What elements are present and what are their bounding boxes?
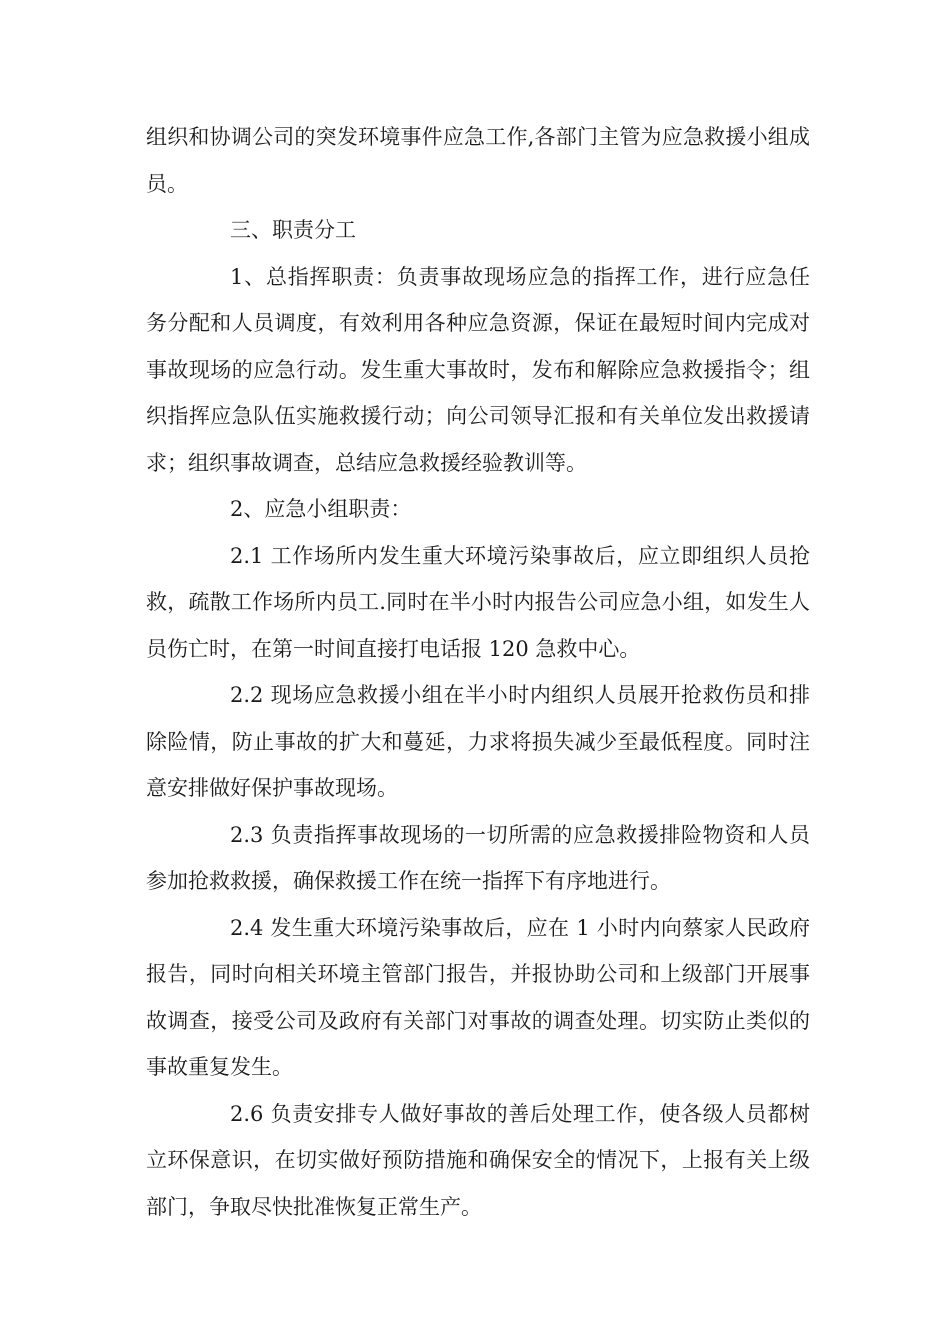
section-heading-duties: 三、职责分工 [230,218,356,242]
paragraph-commander-duties: 1、总指挥职责：负责事故现场应急的指挥工作，进行应急任务分配和人员调度，有效利用各种应急资源，保证在最短时间内完成对事故现场的应急行动。发生重大事故时，发布和解除应急救援指令；组织指挥应急队伍实施救援行动；向公司领导汇报和有关单位发出救援请求；组织事故调查，总结应急救援经验教训等。 [146,264,810,475]
paragraph-item-2-3: 2.3 负责指挥事故现场的一切所需的应急救援排险物资和人员参加抢救救援，确保救援工作在统一指挥下有序地进行。 [146,822,810,893]
document-body [146,114,810,1230]
subheading-emergency-team-duties: 2、应急小组职责： [230,497,412,521]
paragraph-item-2-1: 2.1 工作场所内发生重大环境污染事故后，应立即组织人员抢救，疏散工作场所内员工.同时在半小时内报告公司应急小组，如发生人员伤亡时，在第一时间直接打电话报 120 急救中心。 [146,543,810,661]
paragraph-item-2-4: 2.4 发生重大环境污染事故后，应在 1 小时内向蔡家人民政府报告，同时向相关环境主管部门报告，并报协助公司和上级部门开展事故调查，接受公司及政府有关部门对事故的调查处理。切实防止类似的事故重复发生。 [146,915,810,1079]
paragraph-org-coordination: 组织和协调公司的突发环境事件应急工作,各部门主管为应急救援小组成员。 [146,125,810,196]
paragraph-item-2-2: 2.2 现场应急救援小组在半小时内组织人员展开抢救伤员和排除险情，防止事故的扩大和蔓延，力求将损失减少至最低程度。同时注意安排做好保护事故现场。 [146,683,810,800]
paragraph-item-2-6: 2.6 负责安排专人做好事故的善后处理工作，使各级人员都树立环保意识，在切实做好预防措施和确保安全的情况下，上报有关上级部门，争取尽快批准恢复正常生产。 [146,1101,810,1219]
